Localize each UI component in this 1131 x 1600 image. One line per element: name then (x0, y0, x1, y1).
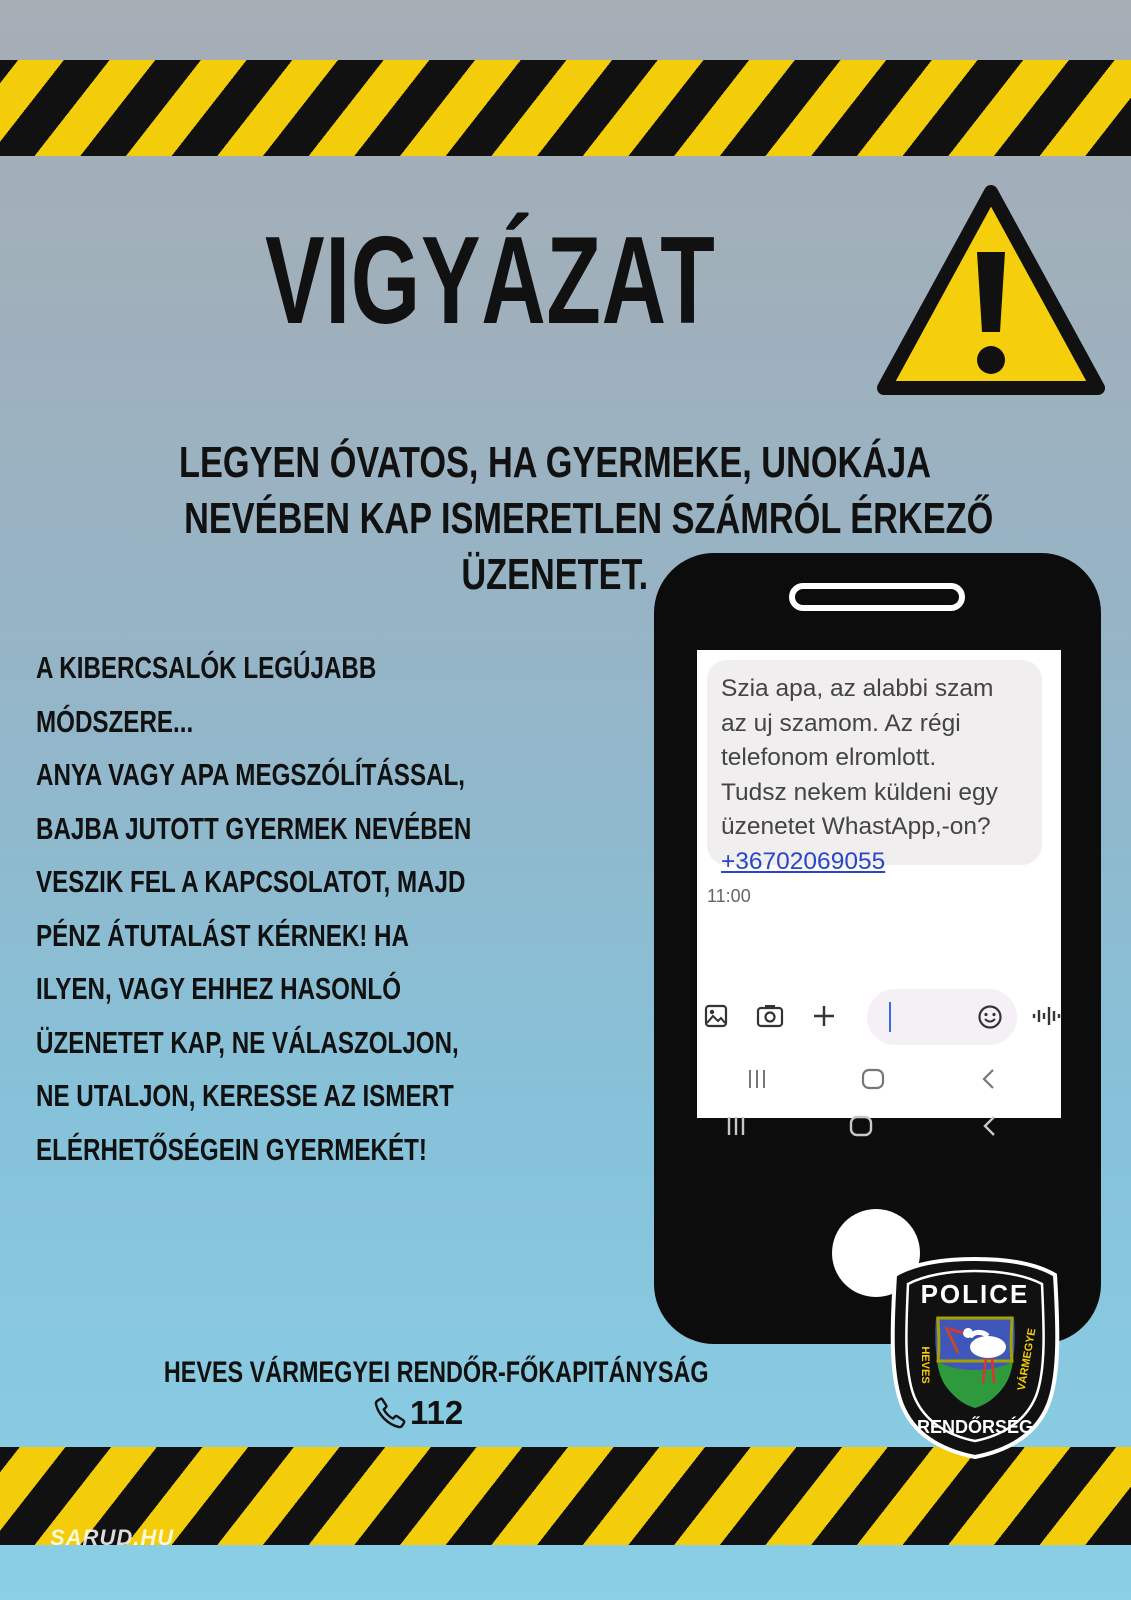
watermark: SARUD.HU (50, 1525, 175, 1550)
body-line: PÉNZ ÁTUTALÁST KÉRNEK! HA (36, 917, 409, 953)
home-icon[interactable] (860, 1068, 886, 1090)
emergency-number: 112 (410, 1394, 464, 1431)
body-text (36, 641, 686, 1176)
subtitle-line: ÜZENETET. (461, 550, 649, 599)
message-input[interactable] (867, 989, 1017, 1045)
warning-icon (876, 182, 1106, 400)
phone-number-link[interactable]: +36702069055 (721, 847, 886, 875)
emoji-icon[interactable] (977, 1004, 1003, 1030)
message-time: 11:00 (707, 886, 751, 906)
badge-right-text: VÁRMEGYE (1015, 1327, 1039, 1392)
image-icon[interactable] (703, 1003, 729, 1029)
body-line: VESZIK FEL A KAPCSOLATOT, MAJD (36, 864, 466, 899)
badge-bottom-text: RENDŐRSÉG (916, 1417, 1034, 1437)
message-text (721, 672, 1041, 879)
phone-illustration (654, 553, 1101, 1344)
body-line: ILYEN, VAGY EHHEZ HASONLÓ (36, 971, 402, 1006)
message-line: Szia apa, az alabbi szam (721, 675, 994, 702)
voice-icon[interactable] (1031, 1004, 1061, 1028)
phone-screen (697, 650, 1061, 1118)
body-line: BAJBA JUTOTT GYERMEK NEVÉBEN (36, 810, 472, 846)
hardware-recent-apps-icon (724, 1115, 748, 1137)
body-line: ÜZENETET KAP, NE VÁLASZOLJON, (36, 1024, 459, 1060)
plus-icon[interactable] (811, 1003, 837, 1029)
badge-left-text: HEVES (919, 1346, 931, 1384)
badge-top-text: POLICE (920, 1279, 1030, 1309)
body-line: ELÉRHETŐSÉGEIN GYERMEKÉT! (36, 1131, 427, 1167)
body-line: ANYA VAGY APA MEGSZÓLÍTÁSSAL, (36, 757, 466, 792)
subtitle-line: NEVÉBEN KAP ISMERETLEN SZÁMRÓL ÉRKEZŐ (184, 494, 994, 543)
message-line: telefonom elromlott. (721, 744, 937, 771)
subtitle-line: LEGYEN ÓVATOS, HA GYERMEKE, UNOKÁJA (179, 438, 931, 487)
camera-icon[interactable] (756, 1003, 784, 1029)
message-line: Tudsz nekem küldeni egy (721, 778, 998, 806)
message-line: az uj szamom. Az régi (721, 709, 961, 737)
hardware-back-icon (980, 1115, 1000, 1137)
body-line: A KIBERCSALÓK LEGÚJABB (36, 650, 377, 685)
text-cursor (889, 1002, 891, 1032)
recent-apps-icon[interactable] (745, 1068, 769, 1090)
back-icon[interactable] (979, 1068, 999, 1090)
footer-phone (372, 1393, 463, 1433)
footer-organization (86, 1356, 786, 1390)
phone-icon (372, 1395, 408, 1431)
body-line: MÓDSZERE... (36, 703, 194, 739)
hazard-stripe-top (0, 60, 1131, 156)
page-title: VIGYÁZAT (265, 212, 716, 350)
message-bubble (707, 660, 1042, 875)
body-line: NE UTALJON, KERESSE AZ ISMERT (36, 1078, 454, 1113)
organization-name: HEVES VÁRMEGYEI RENDŐR-FŐKAPITÁNYSÁG (163, 1356, 709, 1389)
message-line: üzenetet WhastApp,-on? (721, 813, 991, 840)
hardware-home-icon (848, 1115, 874, 1137)
phone-speaker (789, 583, 965, 611)
police-badge-logo (890, 1255, 1060, 1461)
